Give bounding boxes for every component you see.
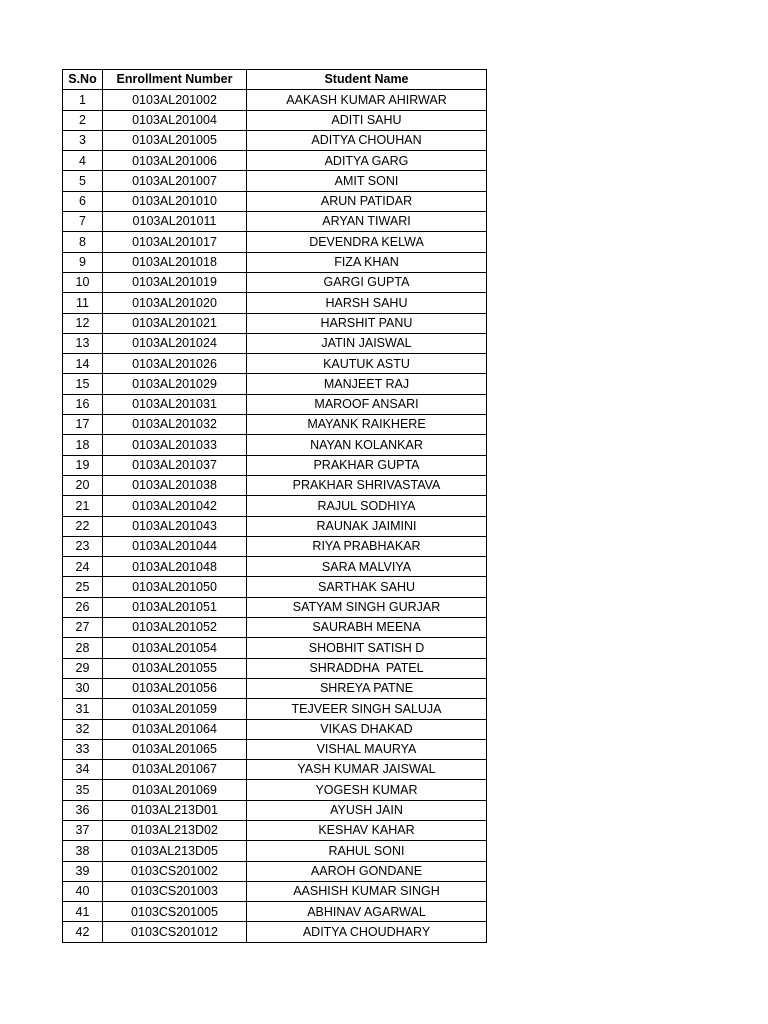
cell-enrollment: 0103AL201010 — [103, 191, 247, 211]
table-row — [63, 841, 487, 861]
cell-sno: 38 — [63, 841, 103, 861]
cell-student-name: RIYA PRABHAKAR — [247, 536, 487, 556]
cell-sno: 32 — [63, 719, 103, 739]
cell-student-name: JATIN JAISWAL — [247, 333, 487, 353]
table-row — [63, 760, 487, 780]
table-row — [63, 861, 487, 881]
cell-sno: 40 — [63, 881, 103, 901]
cell-enrollment: 0103AL201038 — [103, 475, 247, 495]
cell-student-name: VISHAL MAURYA — [247, 739, 487, 759]
cell-sno: 37 — [63, 820, 103, 840]
table-row — [63, 638, 487, 658]
cell-enrollment: 0103AL213D02 — [103, 820, 247, 840]
cell-sno: 19 — [63, 455, 103, 475]
cell-student-name: AAROH GONDANE — [247, 861, 487, 881]
cell-sno: 6 — [63, 191, 103, 211]
cell-sno: 25 — [63, 577, 103, 597]
cell-sno: 7 — [63, 212, 103, 232]
table-row — [63, 272, 487, 292]
column-header-name: Student Name — [247, 70, 487, 90]
table-row — [63, 130, 487, 150]
cell-enrollment: 0103AL201069 — [103, 780, 247, 800]
table-row — [63, 699, 487, 719]
table-row — [63, 252, 487, 272]
cell-student-name: AMIT SONI — [247, 171, 487, 191]
cell-student-name: RAJUL SODHIYA — [247, 496, 487, 516]
cell-student-name: MAYANK RAIKHERE — [247, 415, 487, 435]
cell-sno: 30 — [63, 678, 103, 698]
table-row — [63, 577, 487, 597]
cell-student-name: GARGI GUPTA — [247, 272, 487, 292]
cell-sno: 41 — [63, 902, 103, 922]
cell-sno: 4 — [63, 151, 103, 171]
table-row — [63, 191, 487, 211]
cell-sno: 26 — [63, 597, 103, 617]
cell-enrollment: 0103AL201065 — [103, 739, 247, 759]
table-row — [63, 516, 487, 536]
cell-student-name: MAROOF ANSARI — [247, 394, 487, 414]
column-header-sno: S.No — [63, 70, 103, 90]
cell-sno: 33 — [63, 739, 103, 759]
cell-student-name: SHOBHIT SATISH D — [247, 638, 487, 658]
cell-student-name: MANJEET RAJ — [247, 374, 487, 394]
cell-enrollment: 0103CS201002 — [103, 861, 247, 881]
cell-sno: 13 — [63, 333, 103, 353]
table-row — [63, 536, 487, 556]
cell-enrollment: 0103AL201044 — [103, 536, 247, 556]
cell-enrollment: 0103AL201002 — [103, 90, 247, 110]
cell-sno: 18 — [63, 435, 103, 455]
cell-student-name: HARSH SAHU — [247, 293, 487, 313]
table-row — [63, 902, 487, 922]
table-body — [63, 90, 487, 942]
cell-sno: 27 — [63, 618, 103, 638]
cell-sno: 9 — [63, 252, 103, 272]
cell-student-name: FIZA KHAN — [247, 252, 487, 272]
cell-enrollment: 0103AL201056 — [103, 678, 247, 698]
table-row — [63, 597, 487, 617]
table-row — [63, 354, 487, 374]
table-row — [63, 293, 487, 313]
cell-enrollment: 0103AL201050 — [103, 577, 247, 597]
cell-enrollment: 0103AL201032 — [103, 415, 247, 435]
cell-enrollment: 0103AL201055 — [103, 658, 247, 678]
cell-student-name: ADITYA CHOUHAN — [247, 130, 487, 150]
table-row — [63, 151, 487, 171]
table-row — [63, 313, 487, 333]
table-row — [63, 435, 487, 455]
table-header-row — [63, 70, 487, 90]
cell-sno: 8 — [63, 232, 103, 252]
cell-student-name: AASHISH KUMAR SINGH — [247, 881, 487, 901]
cell-enrollment: 0103AL201024 — [103, 333, 247, 353]
cell-sno: 35 — [63, 780, 103, 800]
cell-student-name: ARYAN TIWARI — [247, 212, 487, 232]
cell-enrollment: 0103AL201018 — [103, 252, 247, 272]
cell-student-name: ADITI SAHU — [247, 110, 487, 130]
cell-sno: 10 — [63, 272, 103, 292]
cell-student-name: ARUN PATIDAR — [247, 191, 487, 211]
cell-enrollment: 0103AL213D05 — [103, 841, 247, 861]
table-row — [63, 881, 487, 901]
table-row — [63, 719, 487, 739]
table-row — [63, 678, 487, 698]
table-row — [63, 374, 487, 394]
cell-enrollment: 0103AL201042 — [103, 496, 247, 516]
cell-enrollment: 0103AL213D01 — [103, 800, 247, 820]
cell-sno: 17 — [63, 415, 103, 435]
cell-enrollment: 0103AL201033 — [103, 435, 247, 455]
cell-student-name: TEJVEER SINGH SALUJA — [247, 699, 487, 719]
cell-sno: 31 — [63, 699, 103, 719]
cell-sno: 14 — [63, 354, 103, 374]
cell-enrollment: 0103AL201031 — [103, 394, 247, 414]
cell-sno: 3 — [63, 130, 103, 150]
cell-student-name: ABHINAV AGARWAL — [247, 902, 487, 922]
cell-enrollment: 0103AL201017 — [103, 232, 247, 252]
table-row — [63, 922, 487, 942]
table-row — [63, 333, 487, 353]
cell-student-name: SHRADDHA PATEL — [247, 658, 487, 678]
table-row — [63, 820, 487, 840]
table-row — [63, 110, 487, 130]
cell-student-name: SHREYA PATNE — [247, 678, 487, 698]
cell-enrollment: 0103CS201005 — [103, 902, 247, 922]
cell-sno: 39 — [63, 861, 103, 881]
cell-enrollment: 0103AL201067 — [103, 760, 247, 780]
cell-student-name: ADITYA GARG — [247, 151, 487, 171]
cell-sno: 23 — [63, 536, 103, 556]
cell-enrollment: 0103AL201011 — [103, 212, 247, 232]
table-row — [63, 232, 487, 252]
table-row — [63, 658, 487, 678]
cell-student-name: RAHUL SONI — [247, 841, 487, 861]
table-row — [63, 557, 487, 577]
cell-enrollment: 0103AL201054 — [103, 638, 247, 658]
cell-student-name: NAYAN KOLANKAR — [247, 435, 487, 455]
cell-student-name: ADITYA CHOUDHARY — [247, 922, 487, 942]
cell-enrollment: 0103AL201007 — [103, 171, 247, 191]
cell-student-name: YASH KUMAR JAISWAL — [247, 760, 487, 780]
table-row — [63, 394, 487, 414]
cell-sno: 29 — [63, 658, 103, 678]
cell-enrollment: 0103AL201021 — [103, 313, 247, 333]
cell-student-name: YOGESH KUMAR — [247, 780, 487, 800]
cell-enrollment: 0103AL201037 — [103, 455, 247, 475]
table-row — [63, 780, 487, 800]
cell-student-name: HARSHIT PANU — [247, 313, 487, 333]
cell-student-name: AAKASH KUMAR AHIRWAR — [247, 90, 487, 110]
cell-enrollment: 0103CS201012 — [103, 922, 247, 942]
cell-sno: 11 — [63, 293, 103, 313]
cell-sno: 24 — [63, 557, 103, 577]
cell-enrollment: 0103AL201020 — [103, 293, 247, 313]
cell-student-name: AYUSH JAIN — [247, 800, 487, 820]
student-roster-table — [62, 69, 487, 943]
cell-enrollment: 0103AL201004 — [103, 110, 247, 130]
table-row — [63, 496, 487, 516]
cell-enrollment: 0103CS201003 — [103, 881, 247, 901]
cell-sno: 20 — [63, 475, 103, 495]
cell-enrollment: 0103AL201019 — [103, 272, 247, 292]
cell-enrollment: 0103AL201006 — [103, 151, 247, 171]
cell-sno: 22 — [63, 516, 103, 536]
table-row — [63, 739, 487, 759]
cell-student-name: RAUNAK JAIMINI — [247, 516, 487, 536]
table-row — [63, 171, 487, 191]
cell-sno: 16 — [63, 394, 103, 414]
table-row — [63, 800, 487, 820]
table-row — [63, 618, 487, 638]
cell-enrollment: 0103AL201043 — [103, 516, 247, 536]
table-row — [63, 455, 487, 475]
cell-student-name: SARTHAK SAHU — [247, 577, 487, 597]
cell-sno: 42 — [63, 922, 103, 942]
cell-student-name: DEVENDRA KELWA — [247, 232, 487, 252]
cell-enrollment: 0103AL201029 — [103, 374, 247, 394]
cell-sno: 1 — [63, 90, 103, 110]
cell-sno: 28 — [63, 638, 103, 658]
table-row — [63, 212, 487, 232]
cell-student-name: SATYAM SINGH GURJAR — [247, 597, 487, 617]
cell-enrollment: 0103AL201064 — [103, 719, 247, 739]
cell-student-name: KAUTUK ASTU — [247, 354, 487, 374]
cell-enrollment: 0103AL201051 — [103, 597, 247, 617]
cell-student-name: VIKAS DHAKAD — [247, 719, 487, 739]
cell-sno: 34 — [63, 760, 103, 780]
cell-sno: 5 — [63, 171, 103, 191]
cell-sno: 36 — [63, 800, 103, 820]
cell-student-name: SAURABH MEENA — [247, 618, 487, 638]
cell-student-name: PRAKHAR SHRIVASTAVA — [247, 475, 487, 495]
table-row — [63, 415, 487, 435]
cell-enrollment: 0103AL201052 — [103, 618, 247, 638]
cell-student-name: KESHAV KAHAR — [247, 820, 487, 840]
cell-student-name: PRAKHAR GUPTA — [247, 455, 487, 475]
cell-enrollment: 0103AL201059 — [103, 699, 247, 719]
table-row — [63, 90, 487, 110]
cell-sno: 15 — [63, 374, 103, 394]
table-row — [63, 475, 487, 495]
cell-sno: 21 — [63, 496, 103, 516]
cell-sno: 2 — [63, 110, 103, 130]
column-header-enrollment: Enrollment Number — [103, 70, 247, 90]
cell-enrollment: 0103AL201005 — [103, 130, 247, 150]
cell-enrollment: 0103AL201048 — [103, 557, 247, 577]
cell-student-name: SARA MALVIYA — [247, 557, 487, 577]
cell-enrollment: 0103AL201026 — [103, 354, 247, 374]
cell-sno: 12 — [63, 313, 103, 333]
